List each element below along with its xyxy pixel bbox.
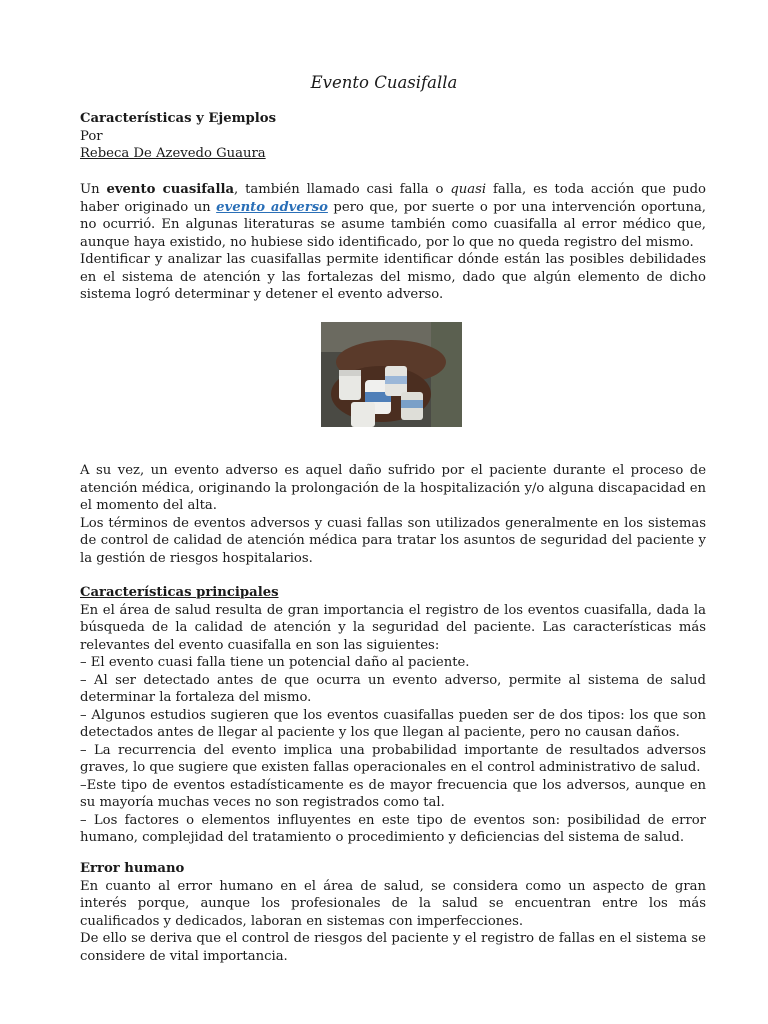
features-heading: Características principales — [80, 585, 279, 600]
features-section — [80, 584, 706, 847]
human-error-paragraph-1: En cuanto al error humano en el área de salud, se considera como un aspecto de gran interés porque, aunque los profesionales de la salud se encuentran entre los más cualificados y dedicados, laboran en sistemas con imperfecciones. — [80, 878, 706, 929]
evento-adverso-link[interactable]: evento adverso — [216, 199, 328, 215]
feature-item: –Este tipo de eventos estadísticamente es de mayor frecuencia que los adversos, aunque en su mayoría muchas veces no son registrados como tal. — [80, 777, 706, 810]
feature-item: – La recurrencia del evento implica una probabilidad importante de resultados adversos graves, lo que sugiere que existen fallas operacionales en el control administrativo de salud. — [80, 742, 706, 775]
feature-item: – Al ser detectado antes de que ocurra un evento adverso, permite al sistema de salud determinar la fortaleza del mismo. — [80, 672, 706, 705]
human-error-section — [80, 860, 706, 965]
human-error-heading: Error humano — [80, 861, 185, 876]
page-title: Evento Cuasifalla — [310, 73, 458, 92]
header-block — [80, 110, 706, 163]
medicine-bottles-photo — [321, 322, 462, 427]
by-label: Por — [80, 128, 103, 144]
term-italic: quasi — [450, 182, 487, 197]
subtitle: Características y Ejemplos — [80, 111, 276, 126]
term-bold: evento cuasifalla — [106, 182, 235, 197]
feature-item: – El evento cuasi falla tiene un potencial daño al paciente. — [80, 655, 470, 670]
author-name: Rebeca De Azevedo Guaura — [80, 146, 266, 161]
intro-paragraph-1: Un evento cuasifalla, también llamado casi falla o quasi falla, es toda acción que pudo haber originado un evento adverso pero que, por suerte o por una intervención oportuna, no ocurrió. En algunas literaturas se asume también como cuasifalla al error médico que, aunque haya existido, no hubiese sido identificado, por lo que no queda registro del mismo. — [80, 182, 707, 250]
intro-paragraph-2: Identificar y analizar las cuasifallas permite identificar dónde están las posibles debilidades en el sistema de atención y las fortalezas del mismo, dado que algún elemento de dicho sistema logró determinar y detener el evento adverso. — [80, 252, 706, 302]
adverse-section — [80, 462, 706, 567]
intro-section — [80, 181, 706, 304]
human-error-paragraph-2: De ello se deriva que el control de riesgos del paciente y el registro de fallas en el sistema se considere de vital importancia. — [80, 931, 706, 964]
adverse-paragraph-1: A su vez, un evento adverso es aquel daño sufrido por el paciente durante el proceso de atención médica, originando la prolongación de la hospitalización y/o alguna discapacidad en el momento del alta. — [80, 463, 706, 513]
feature-item: – Algunos estudios sugieren que los eventos cuasifallas pueden ser de dos tipos: los que son detectados antes de llegar al paciente y los que llegan al paciente, pero no causan daños. — [80, 707, 706, 740]
feature-item: – Los factores o elementos influyentes en este tipo de eventos son: posibilidad de error humano, complejidad del tratamiento o procedimiento y deficiencias del sistema de salud. — [80, 812, 706, 845]
adverse-paragraph-2: Los términos de eventos adversos y cuasi fallas son utilizados generalmente en los sistemas de control de calidad de atención médica para tratar los asuntos de seguridad del paciente y la gestión de riesgos hospitalarios. — [80, 515, 706, 566]
features-intro: En el área de salud resulta de gran importancia el registro de los eventos cuasifalla, dada la búsqueda de la calidad de atención y la seguridad del paciente. Las características más relevantes del evento cuasifalla en son las siguientes: — [80, 602, 706, 653]
